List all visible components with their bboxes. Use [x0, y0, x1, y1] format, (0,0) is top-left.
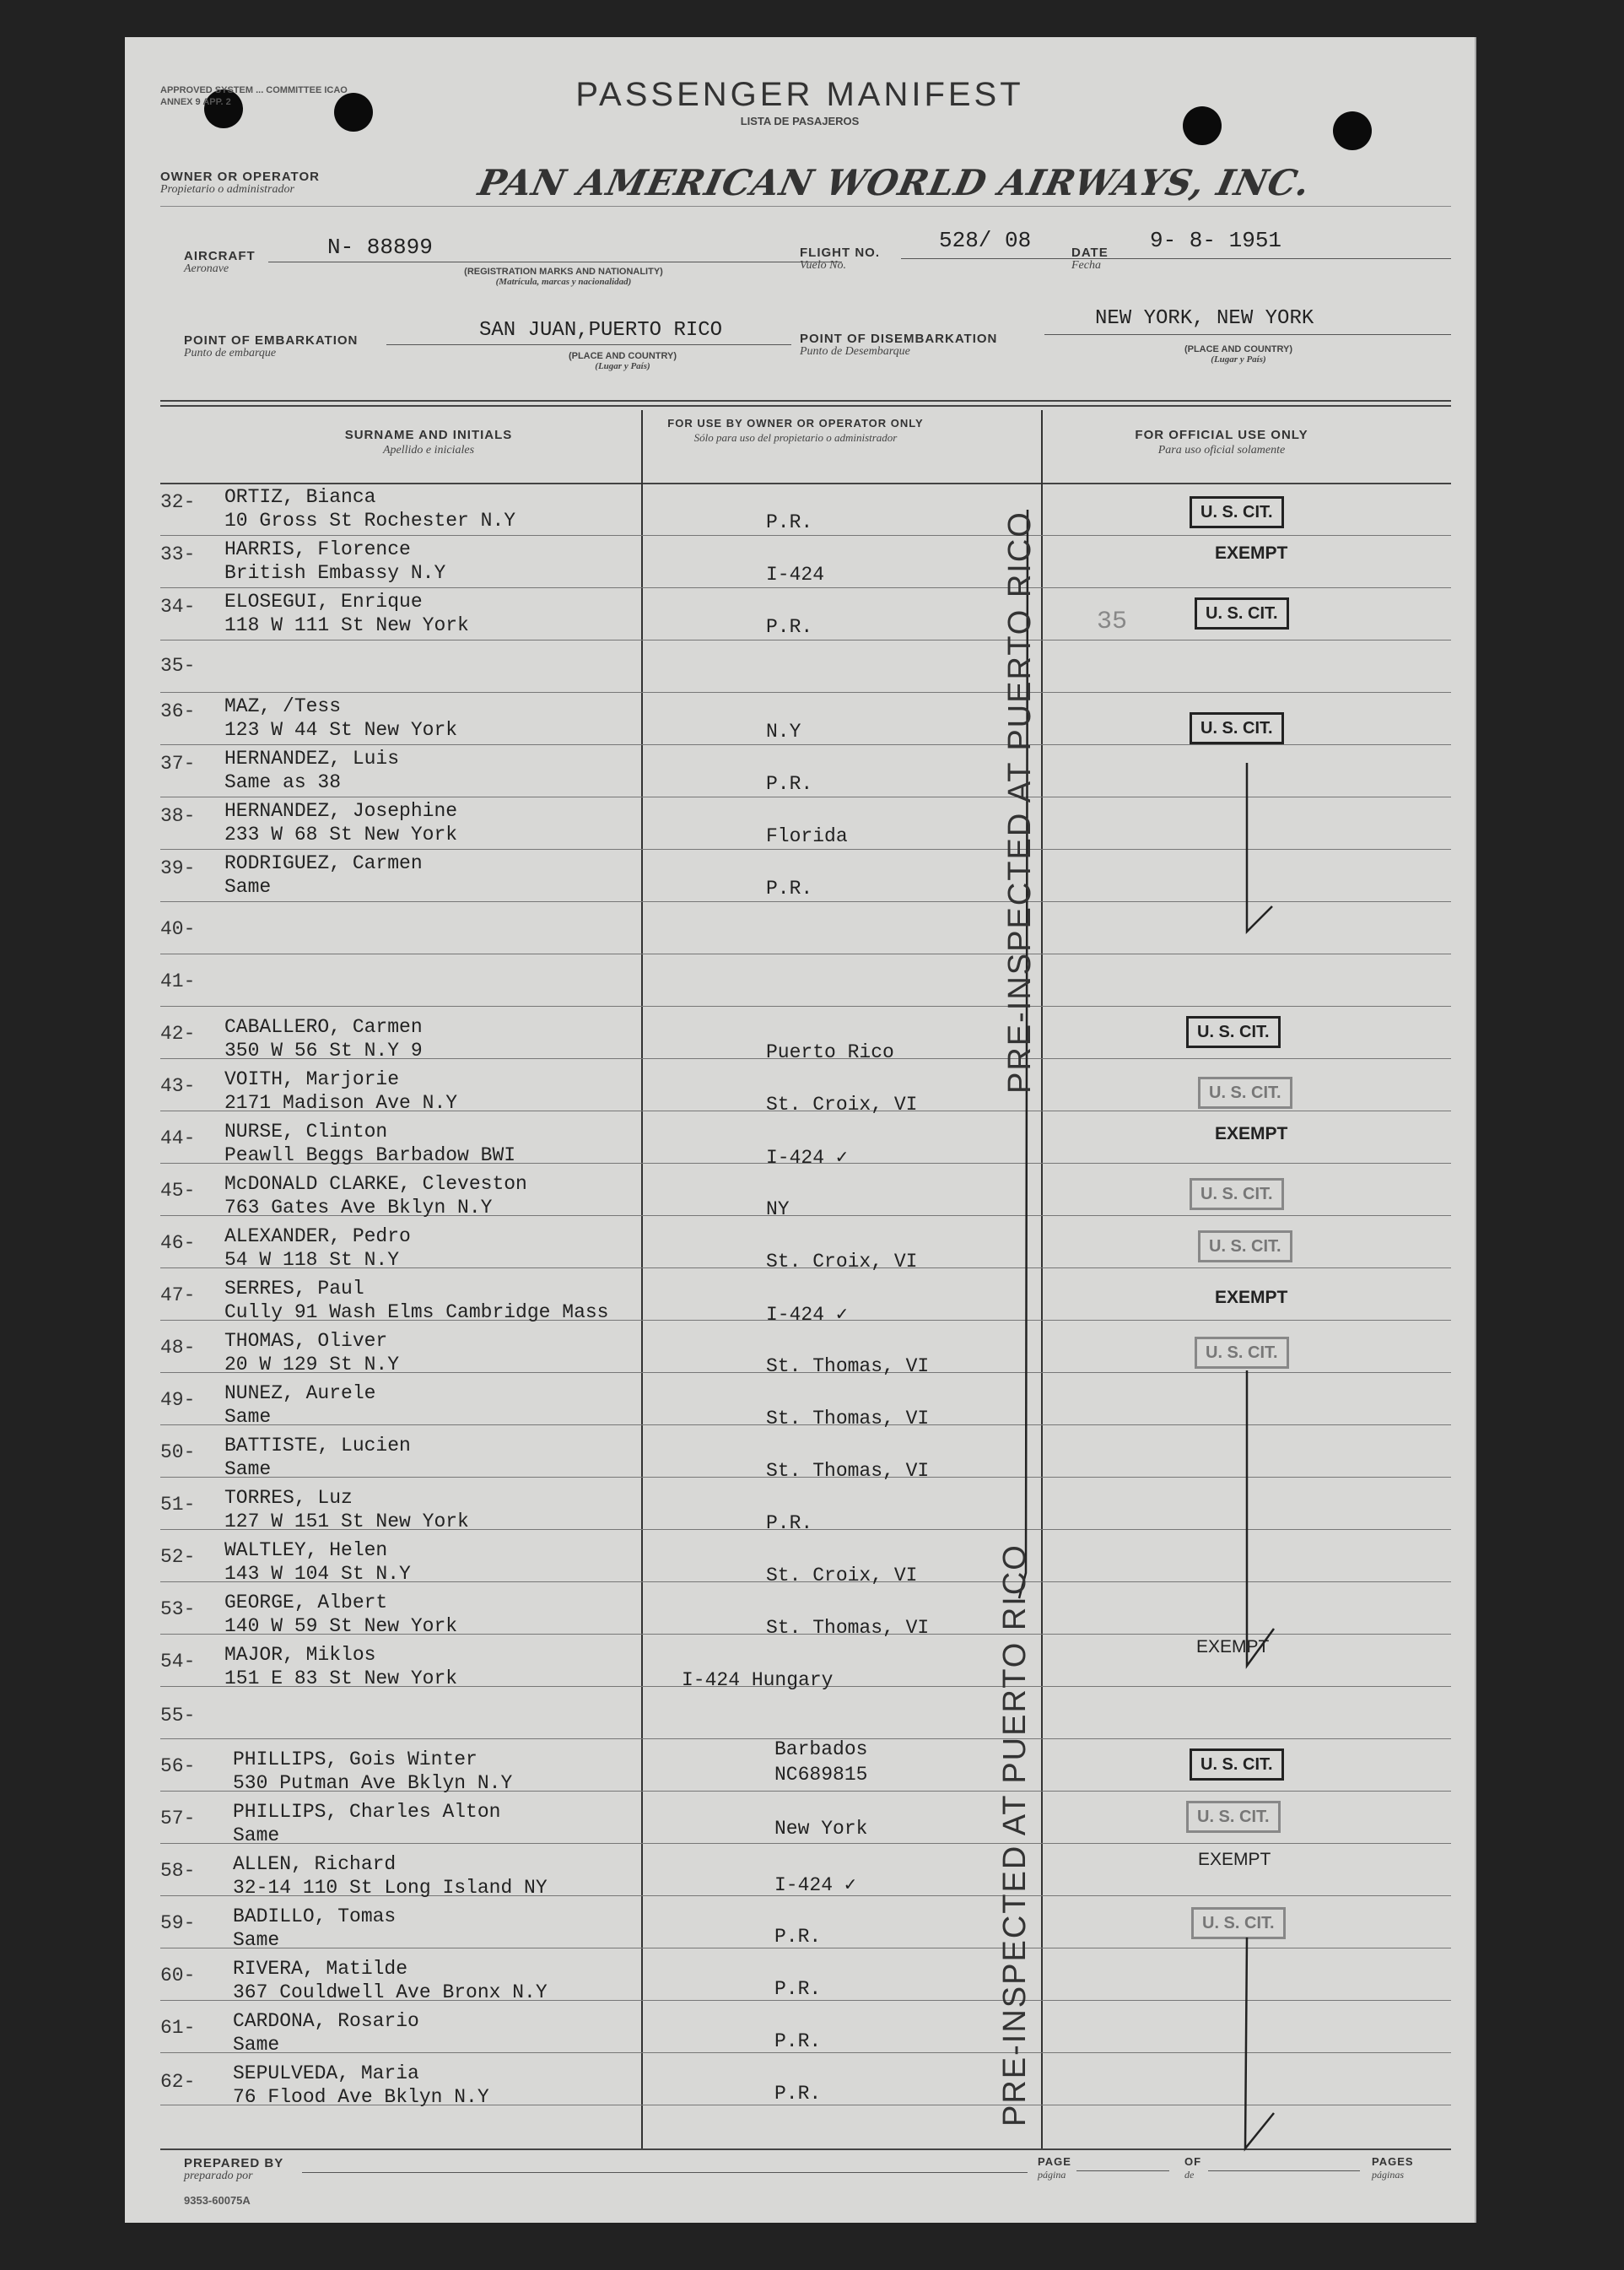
embarkation-value: SAN JUAN,PUERTO RICO — [479, 319, 723, 342]
passenger-address: Same — [224, 1406, 272, 1428]
date-label-es: Fecha — [1071, 259, 1101, 272]
row-number: 52- — [160, 1546, 196, 1568]
passenger-address: Cully 91 Wash Elms Cambridge Mass — [224, 1301, 609, 1323]
operator-use: P.R. — [766, 616, 813, 638]
passenger-address: 20 W 129 St N.Y — [224, 1354, 400, 1376]
us-citizen-stamp: U. S. CIT. — [1191, 1907, 1286, 1939]
passenger-name: VOITH, Marjorie — [224, 1068, 400, 1090]
row-number: 53- — [160, 1598, 196, 1620]
us-citizen-stamp: U. S. CIT. — [1190, 712, 1284, 744]
passenger-address: 140 W 59 St New York — [224, 1615, 458, 1637]
passenger-address: 54 W 118 St N.Y — [224, 1249, 400, 1271]
us-citizen-stamp: U. S. CIT. — [1186, 1016, 1281, 1048]
passenger-address: Peawll Beggs Barbadow BWI — [224, 1144, 516, 1166]
operator-use: P.R. — [774, 1978, 822, 2000]
row-number: 59- — [160, 1912, 196, 1934]
passenger-address: Same — [233, 1824, 280, 1846]
row-number: 40- — [160, 918, 196, 940]
passenger-name: RODRIGUEZ, Carmen — [224, 852, 423, 874]
passenger-name: HARRIS, Florence — [224, 538, 411, 560]
row-number: 36- — [160, 700, 196, 722]
passenger-address: 76 Flood Ave Bklyn N.Y — [233, 2086, 489, 2108]
registration-label-es: (Matrícula, marcas y nacionalidad) — [495, 277, 632, 287]
operator-use: I-424 ✓ — [774, 1874, 856, 1896]
row-number: 43- — [160, 1075, 196, 1097]
passenger-name: CABALLERO, Carmen — [224, 1016, 423, 1038]
row-number: 37- — [160, 753, 196, 775]
passenger-address: British Embassy N.Y — [224, 562, 446, 584]
pages-label-es: páginas — [1372, 2169, 1405, 2181]
passenger-name: ALEXANDER, Pedro — [224, 1225, 411, 1247]
row-number: 48- — [160, 1337, 196, 1359]
row-number: 44- — [160, 1127, 196, 1149]
operator-use: St. Croix, VI — [766, 1094, 918, 1116]
operator-use: P.R. — [766, 773, 813, 795]
page-title: PASSENGER MANIFEST — [575, 76, 1024, 113]
date-value: 9- 8- 1951 — [1150, 228, 1282, 253]
flight-label: FLIGHT NO. — [800, 246, 880, 260]
disembarkation-label: POINT OF DISEMBARKATION — [800, 332, 998, 346]
us-citizen-stamp: U. S. CIT. — [1190, 1178, 1284, 1210]
form-code: 9353-60075A — [184, 2194, 251, 2207]
operator-use: St. Croix, VI — [766, 1251, 918, 1273]
check-bracket-icon — [1222, 763, 1289, 949]
passenger-name: PHILLIPS, Gois Winter — [233, 1748, 477, 1770]
operator-use: Puerto Rico — [766, 1041, 894, 1063]
passenger-name: NURSE, Clinton — [224, 1121, 388, 1143]
exempt-stamp: EXEMPT — [1196, 1637, 1270, 1657]
us-citizen-stamp: U. S. CIT. — [1195, 597, 1289, 630]
operator-use: P.R. — [774, 2030, 822, 2052]
punch-hole — [1183, 106, 1222, 145]
operator-use: St. Croix, VI — [766, 1565, 918, 1586]
passenger-name: McDONALD CLARKE, Cleveston — [224, 1173, 527, 1195]
us-citizen-stamp: U. S. CIT. — [1186, 1801, 1281, 1833]
operator-use: N.Y — [766, 721, 801, 743]
passenger-name: HERNANDEZ, Josephine — [224, 800, 458, 822]
exempt-stamp: EXEMPT — [1215, 1288, 1288, 1307]
check-bracket-icon — [1222, 1370, 1289, 1674]
col-header-official: FOR OFFICIAL USE ONLY Para uso oficial solamente — [1135, 428, 1308, 457]
passenger-address: 10 Gross St Rochester N.Y — [224, 510, 516, 532]
passenger-address: 530 Putman Ave Bklyn N.Y — [233, 1772, 513, 1794]
place-label: (PLACE AND COUNTRY) — [568, 351, 677, 361]
page-label-es: página — [1038, 2169, 1066, 2181]
flight-value: 528/ 08 — [939, 228, 1032, 253]
passenger-name: MAJOR, Miklos — [224, 1644, 376, 1666]
operator-use: NY — [766, 1198, 790, 1220]
passenger-address: 123 W 44 St New York — [224, 719, 458, 741]
passenger-address: Same as 38 — [224, 771, 342, 793]
us-citizen-stamp: U. S. CIT. — [1198, 1230, 1292, 1262]
page-label: PAGE — [1038, 2155, 1071, 2168]
row-number: 61- — [160, 2017, 196, 2039]
annotation-35: 35 — [1097, 608, 1128, 636]
passenger-name: RIVERA, Matilde — [233, 1958, 408, 1980]
passenger-name: THOMAS, Oliver — [224, 1330, 388, 1352]
place-label-es: (Lugar y País) — [595, 361, 650, 371]
manifest-sheet — [125, 37, 1476, 2223]
operator-use: P.R. — [766, 511, 813, 533]
passenger-name: ELOSEGUI, Enrique — [224, 591, 423, 613]
place-label-2-es: (Lugar y País) — [1211, 354, 1266, 365]
row-number: 49- — [160, 1389, 196, 1411]
airline-logo-text: PAN AMERICAN WORLD AIRWAYS, INC. — [474, 162, 1314, 203]
pre-inspected-stamp: PRE-INSPECTED AT PUERTO RICO — [1002, 511, 1038, 1094]
operator-use: St. Thomas, VI — [766, 1617, 930, 1639]
passenger-name: CARDONA, Rosario — [233, 2010, 419, 2032]
passenger-address: Same — [224, 876, 272, 898]
row-number: 33- — [160, 543, 196, 565]
embarkation-label: POINT OF EMBARKATION — [184, 333, 359, 348]
operator-use: P.R. — [774, 1926, 822, 1948]
row-number: 39- — [160, 857, 196, 879]
passenger-name: TORRES, Luz — [224, 1487, 353, 1509]
operator-use: New York — [774, 1818, 868, 1840]
operator-use-passport: NC689815 — [774, 1764, 868, 1786]
row-number: 54- — [160, 1651, 196, 1673]
pages-label: PAGES — [1372, 2155, 1414, 2168]
passenger-address: 2171 Madison Ave N.Y — [224, 1092, 458, 1114]
row-number: 46- — [160, 1232, 196, 1254]
row-number: 47- — [160, 1284, 196, 1306]
passenger-name: SEPULVEDA, Maria — [233, 2062, 419, 2084]
row-number: 62- — [160, 2071, 196, 2093]
check-bracket-icon — [1222, 1938, 1289, 2165]
exempt-stamp: EXEMPT — [1215, 543, 1288, 563]
row-number: 58- — [160, 1860, 196, 1882]
passenger-address: 367 Couldwell Ave Bronx N.Y — [233, 1981, 548, 2003]
date-label: DATE — [1071, 246, 1109, 260]
passenger-name: BADILLO, Tomas — [233, 1905, 397, 1927]
row-number: 38- — [160, 805, 196, 827]
operator-use: I-424 ✓ — [766, 1304, 848, 1326]
row-number: 34- — [160, 596, 196, 618]
row-number: 35- — [160, 655, 196, 677]
owner-label-es: Propietario o administrador — [160, 183, 294, 196]
operator-use: Barbados — [774, 1738, 868, 1760]
passenger-address: 32-14 110 St Long Island NY — [233, 1877, 548, 1899]
operator-use: Florida — [766, 825, 848, 847]
aircraft-label-es: Aeronave — [184, 262, 229, 275]
passenger-name: ORTIZ, Bianca — [224, 486, 376, 508]
passenger-address: Same — [233, 1929, 280, 1951]
us-citizen-stamp: U. S. CIT. — [1198, 1077, 1292, 1109]
disembarkation-value: NEW YORK, NEW YORK — [1095, 307, 1314, 330]
exempt-stamp: EXEMPT — [1198, 1850, 1271, 1869]
operator-use: St. Thomas, VI — [766, 1355, 930, 1377]
passenger-name: ALLEN, Richard — [233, 1853, 397, 1875]
row-number: 42- — [160, 1023, 196, 1045]
passenger-name: WALTLEY, Helen — [224, 1539, 388, 1561]
flight-label-es: Vuelo No. — [800, 259, 846, 272]
row-number: 60- — [160, 1965, 196, 1986]
operator-use: I-424 ✓ — [766, 1147, 848, 1169]
disembarkation-label-es: Punto de Desembarque — [800, 345, 910, 358]
exempt-stamp: EXEMPT — [1215, 1124, 1288, 1143]
passenger-address: 763 Gates Ave Bklyn N.Y — [224, 1197, 493, 1219]
operator-use: St. Thomas, VI — [766, 1408, 930, 1430]
aircraft-value: N- 88899 — [327, 235, 433, 260]
page-title-es: LISTA DE PASAJEROS — [740, 115, 860, 127]
passenger-name: PHILLIPS, Charles Alton — [233, 1801, 501, 1823]
passenger-name: BATTISTE, Lucien — [224, 1435, 411, 1457]
col-header-operator: FOR USE BY OWNER OR OPERATOR ONLY Sólo para uso del propietario o administrador — [667, 417, 924, 444]
row-number: 41- — [160, 970, 196, 992]
operator-use: P.R. — [766, 878, 813, 900]
passenger-name: HERNANDEZ, Luis — [224, 748, 400, 770]
approval-note: APPROVED SYSTEM ... COMMITTEE ICAO ANNEX 9 APP. 2 — [160, 85, 348, 107]
operator-use: St. Thomas, VI — [766, 1460, 930, 1482]
passenger-address: 151 E 83 St New York — [224, 1667, 458, 1689]
owner-label: OWNER OR OPERATOR — [160, 170, 320, 184]
passenger-name: GEORGE, Albert — [224, 1592, 388, 1613]
operator-use: I-424 Hungary — [682, 1669, 834, 1691]
prepared-by-label: PREPARED BY — [184, 2156, 284, 2170]
operator-use: P.R. — [774, 2083, 822, 2105]
row-number: 56- — [160, 1755, 196, 1777]
row-number: 57- — [160, 1808, 196, 1830]
pre-inspected-stamp: PRE-INSPECTED AT PUERTO RICO — [997, 1543, 1033, 2127]
us-citizen-stamp: U. S. CIT. — [1190, 496, 1284, 528]
row-number: 32- — [160, 491, 196, 513]
of-label: OF — [1184, 2155, 1202, 2168]
aircraft-label: AIRCRAFT — [184, 249, 256, 263]
passenger-address: Same — [233, 2034, 280, 2056]
prepared-by-label-es: preparado por — [184, 2170, 253, 2182]
embarkation-label-es: Punto de embarque — [184, 347, 277, 359]
passenger-name: MAZ, /Tess — [224, 695, 342, 717]
passenger-address: Same — [224, 1458, 272, 1480]
registration-label: (REGISTRATION MARKS AND NATIONALITY) — [464, 267, 663, 277]
row-number: 55- — [160, 1705, 196, 1727]
punch-hole — [1333, 111, 1372, 150]
operator-use: I-424 — [766, 564, 825, 586]
passenger-address: 350 W 56 St N.Y 9 — [224, 1040, 423, 1062]
passenger-address: 143 W 104 St N.Y — [224, 1563, 411, 1585]
us-citizen-stamp: U. S. CIT. — [1195, 1337, 1289, 1369]
row-number: 50- — [160, 1441, 196, 1463]
of-label-es: de — [1184, 2169, 1195, 2181]
operator-use: P.R. — [766, 1512, 813, 1534]
passenger-name: SERRES, Paul — [224, 1278, 364, 1300]
us-citizen-stamp: U. S. CIT. — [1190, 1748, 1284, 1781]
passenger-name: NUNEZ, Aurele — [224, 1382, 376, 1404]
passenger-address: 127 W 151 St New York — [224, 1511, 469, 1532]
passenger-address: 118 W 111 St New York — [224, 614, 469, 636]
col-header-surname: SURNAME AND INITIALS Apellido e iniciales — [344, 428, 513, 457]
row-number: 51- — [160, 1494, 196, 1516]
row-number: 45- — [160, 1180, 196, 1202]
passenger-address: 233 W 68 St New York — [224, 824, 458, 846]
place-label-2: (PLACE AND COUNTRY) — [1184, 344, 1293, 354]
